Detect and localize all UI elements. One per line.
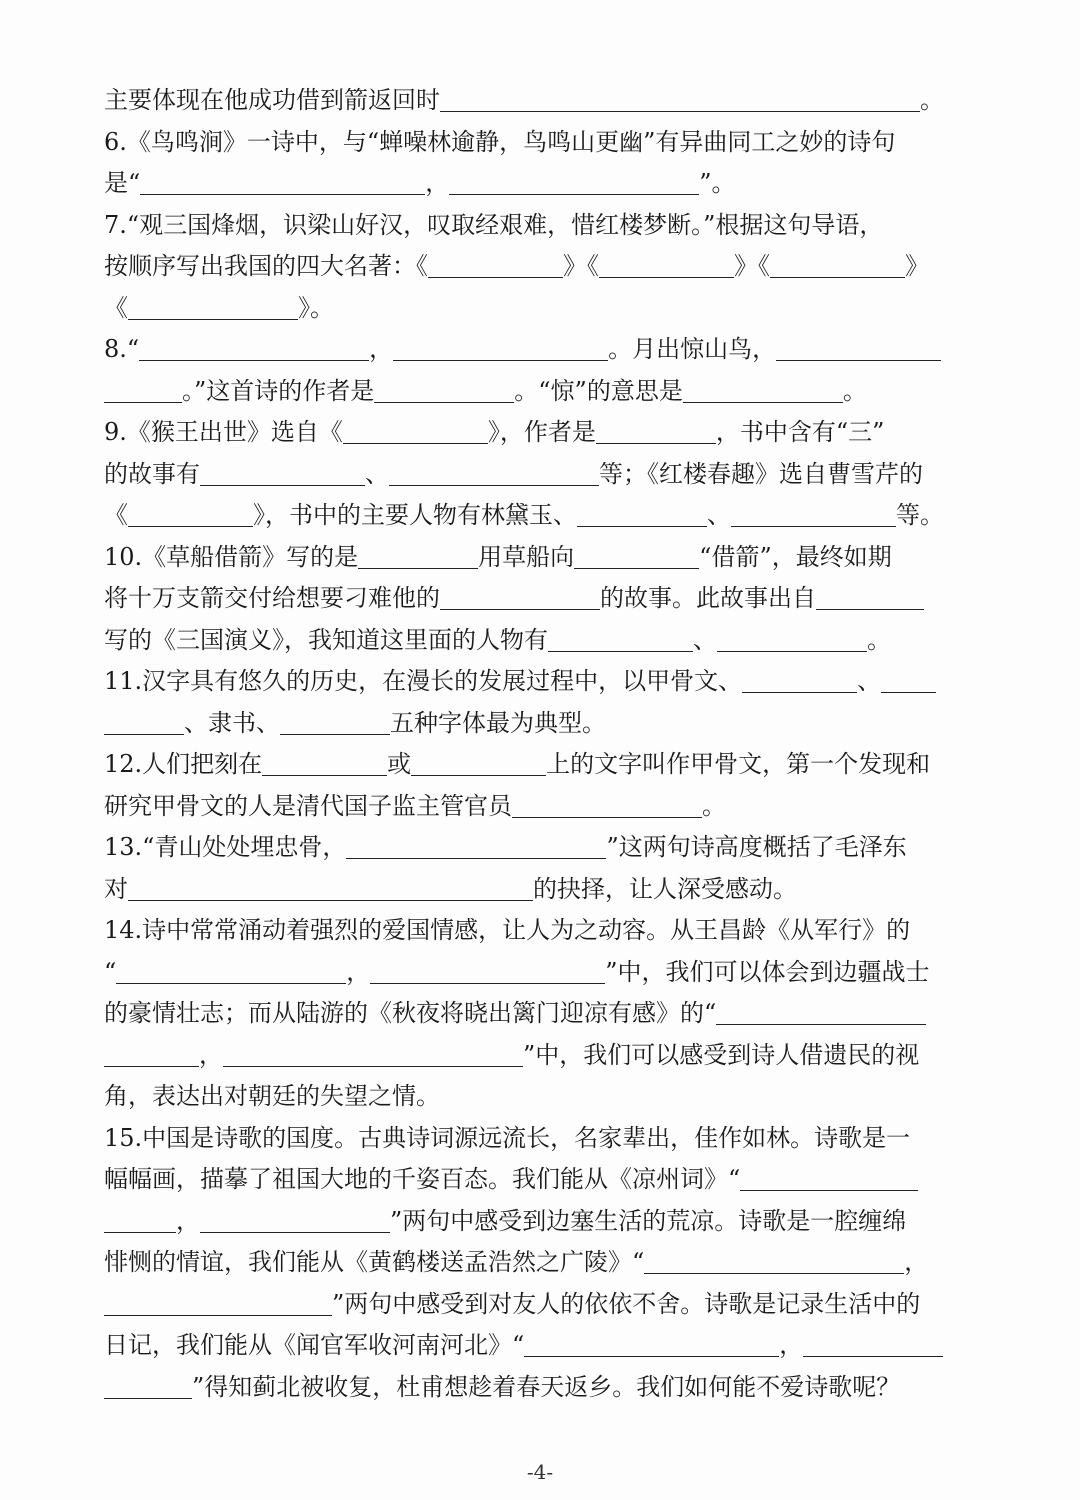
answer-blank[interactable] [742, 666, 857, 693]
answer-blank[interactable] [731, 500, 896, 527]
line-text: 按顺序写出我国的四大名著：《 [104, 252, 428, 280]
answer-blank[interactable] [449, 168, 699, 195]
line-text: 。”这首诗的作者是 [182, 376, 375, 405]
line-text: 9.《猴王出世》选自《 [104, 418, 343, 446]
text-line [104, 205, 984, 247]
answer-blank[interactable] [139, 334, 369, 361]
line-text: “ [104, 957, 117, 986]
line-text: 角，表达出对朝廷的失望之情。 [104, 1082, 440, 1110]
line-text: ”得知蓟北被收复，杜甫想趁着春天返乡。我们如何能不爱诗歌呢？ [192, 1372, 901, 1401]
answer-blank[interactable] [716, 998, 926, 1025]
line-text: 日记，我们能从《闻官军收河南河北》“ [104, 1331, 525, 1359]
line-text: ， [904, 1248, 929, 1276]
text-line [104, 288, 984, 330]
line-text: 11.汉字具有悠久的历史，在漫长的发展过程中，以甲骨文、 [104, 667, 743, 695]
answer-blank[interactable] [393, 334, 608, 361]
line-text: 的故事。此故事出自 [600, 584, 816, 612]
answer-blank[interactable] [596, 417, 716, 444]
text-line [104, 537, 984, 579]
line-text: 。 [867, 625, 891, 654]
line-text: ”两句中感受到边塞生活的荒凉。诗歌是一腔缠绵 [390, 1206, 907, 1235]
answer-blank[interactable] [776, 334, 941, 361]
text-line [104, 371, 984, 413]
answer-blank[interactable] [440, 85, 920, 112]
line-text: 8.“ [104, 335, 140, 363]
text-line [104, 1159, 984, 1201]
text-line [104, 952, 984, 994]
text-line [104, 786, 984, 828]
line-text: 》，书中的主要人物有林黛玉、 [253, 501, 577, 529]
answer-blank[interactable] [128, 500, 253, 527]
text-line [104, 1035, 984, 1077]
answer-blank[interactable] [770, 251, 905, 278]
text-line [104, 869, 984, 911]
answer-blank[interactable] [512, 791, 702, 818]
line-text: 》。 [298, 293, 334, 322]
text-line [104, 80, 984, 122]
text-line [104, 1242, 984, 1284]
line-text: 《 [104, 501, 128, 529]
answer-blank[interactable] [881, 666, 936, 693]
line-text: 。月出惊山鸟， [608, 335, 777, 363]
line-text: 、 [693, 625, 717, 654]
text-line [104, 744, 984, 786]
text-line [104, 122, 984, 164]
answer-blank[interactable] [104, 1372, 192, 1399]
line-text: 。 [920, 86, 944, 114]
answer-blank[interactable] [128, 293, 298, 320]
text-line [104, 910, 984, 952]
line-text: 等。 [896, 501, 944, 529]
text-line [104, 412, 984, 454]
line-text: 、隶书、 [184, 708, 280, 737]
text-line [104, 827, 984, 869]
line-text: 、 [707, 501, 731, 529]
line-text: ， [176, 1206, 200, 1235]
answer-blank[interactable] [200, 459, 365, 486]
answer-blank[interactable] [644, 1247, 904, 1274]
answer-blank[interactable] [428, 251, 563, 278]
answer-blank[interactable] [358, 542, 478, 569]
line-text: 13.“青山处处埋忠骨， [104, 833, 347, 861]
answer-blank[interactable] [548, 625, 693, 652]
text-line [104, 1325, 984, 1367]
line-text: ”中，我们可以感受到诗人借遗民的视 [523, 1040, 920, 1069]
text-line [104, 246, 984, 288]
line-text: ”中，我们可以体会到边疆战士 [605, 957, 930, 986]
line-text: 《 [104, 293, 128, 322]
answer-blank[interactable] [717, 625, 867, 652]
line-text: 。 [842, 376, 867, 405]
line-text: ， [199, 1040, 223, 1069]
answer-blank[interactable] [683, 376, 843, 403]
text-line [104, 1201, 984, 1243]
line-text: 的豪情壮志；而从陆游的《秋夜将晓出篱门迎凉有感》的“ [104, 999, 717, 1027]
line-text: 五种字体最为典型。 [390, 708, 606, 737]
text-line [104, 578, 984, 620]
text-line [104, 703, 984, 745]
line-text: ， [425, 169, 450, 197]
line-text: 》《 [734, 252, 770, 280]
answer-blank[interactable] [140, 168, 425, 195]
answer-blank[interactable] [104, 1206, 176, 1233]
line-text: 对 [104, 874, 128, 903]
text-line [104, 661, 984, 703]
answer-blank[interactable] [740, 1164, 918, 1191]
line-text: 幅幅画，描摹了祖国大地的千姿百态。我们能从《凉州词》“ [104, 1165, 741, 1193]
text-line [104, 1118, 984, 1160]
text-line [104, 163, 984, 205]
answer-blank[interactable] [104, 1289, 332, 1316]
answer-blank[interactable] [346, 832, 606, 859]
line-text: ”这两句诗高度概括了毛泽东 [606, 833, 907, 861]
answer-blank[interactable] [574, 542, 699, 569]
answer-blank[interactable] [374, 376, 514, 403]
line-text: 上的文字叫作甲骨文，第一个发现和 [546, 750, 931, 778]
answer-blank[interactable] [116, 957, 346, 984]
page-number: -4- [526, 1460, 554, 1484]
answer-blank[interactable] [223, 1040, 523, 1067]
answer-blank[interactable] [262, 749, 387, 776]
text-line [104, 454, 984, 496]
line-text: 的故事有 [104, 459, 200, 488]
answer-blank[interactable] [128, 874, 533, 901]
line-text: 7.“观三国烽烟，识梁山好汉，叹取经艰难，惜红楼梦断。”根据这句导语， [104, 210, 884, 239]
answer-blank[interactable] [104, 708, 184, 735]
line-text: ”。 [699, 169, 736, 197]
line-text: 写的《三国演义》，我知道这里面的人物有 [104, 625, 548, 654]
answer-blank[interactable] [389, 459, 599, 486]
line-text: 研究甲骨文的人是清代国子监主管官员 [104, 791, 512, 820]
line-text: 。 [702, 791, 726, 820]
line-text: 的抉择，让人深受感动。 [533, 874, 797, 903]
answer-blank[interactable] [370, 957, 605, 984]
answer-blank[interactable] [816, 583, 924, 610]
answer-blank[interactable] [343, 417, 488, 444]
line-text: “借箭”，最终如期 [699, 542, 892, 571]
text-line [104, 329, 984, 371]
question-lines [104, 80, 984, 1408]
line-text: 》 [905, 252, 929, 280]
line-text: 主要体现在他成功借到箭返回时 [104, 86, 440, 114]
line-text: 、 [857, 667, 882, 695]
text-line [104, 1367, 984, 1409]
text-line [104, 1284, 984, 1326]
line-text: 12.人们把刻在 [104, 750, 263, 778]
answer-blank[interactable] [104, 376, 182, 403]
answer-blank[interactable] [524, 1330, 779, 1357]
line-text: 》，作者是 [487, 418, 596, 446]
answer-blank[interactable] [280, 708, 390, 735]
answer-blank[interactable] [104, 1040, 199, 1067]
line-text: ， [779, 1331, 804, 1359]
line-text: 用草船向 [478, 542, 575, 571]
line-text: 悱恻的情谊，我们能从《黄鹤楼送孟浩然之广陵》“ [104, 1248, 645, 1276]
answer-blank[interactable] [577, 500, 707, 527]
line-text: 》《 [563, 252, 599, 280]
line-text: 14.诗中常常涌动着强烈的爱国情感，让人为之动容。从王昌龄《从军行》的 [104, 916, 911, 944]
line-text: ， [346, 957, 371, 986]
line-text: ”两句中感受到对友人的依依不舍。诗歌是记录生活中的 [332, 1289, 921, 1318]
answer-blank[interactable] [411, 749, 546, 776]
text-line [104, 495, 984, 537]
line-text: 等；《红楼春趣》选自曹雪芹的 [599, 459, 923, 488]
text-line [104, 620, 984, 662]
text-line [104, 1076, 984, 1118]
line-text: 10.《草船借箭》写的是 [104, 542, 359, 571]
line-text: 。“惊”的意思是 [514, 376, 683, 405]
line-text: 将十万支箭交付给想要刁难他的 [104, 584, 440, 612]
line-text: 是“ [104, 169, 141, 197]
line-text: 6.《鸟鸣涧》一诗中，与“蝉噪林逾静，鸟鸣山更幽”有异曲同工之妙的诗句 [104, 127, 896, 156]
line-text: 、 [365, 459, 389, 488]
line-text: 或 [387, 750, 412, 778]
answer-blank[interactable] [599, 251, 734, 278]
line-text: ，书中含有“三” [715, 418, 885, 446]
answer-blank[interactable] [440, 583, 600, 610]
answer-blank[interactable] [200, 1206, 390, 1233]
line-text: ， [369, 335, 394, 363]
line-text: 15.中国是诗歌的国度。古典诗词源远流长，名家辈出，佳作如林。诗歌是一 [104, 1123, 911, 1152]
text-line [104, 993, 984, 1035]
answer-blank[interactable] [803, 1330, 943, 1357]
